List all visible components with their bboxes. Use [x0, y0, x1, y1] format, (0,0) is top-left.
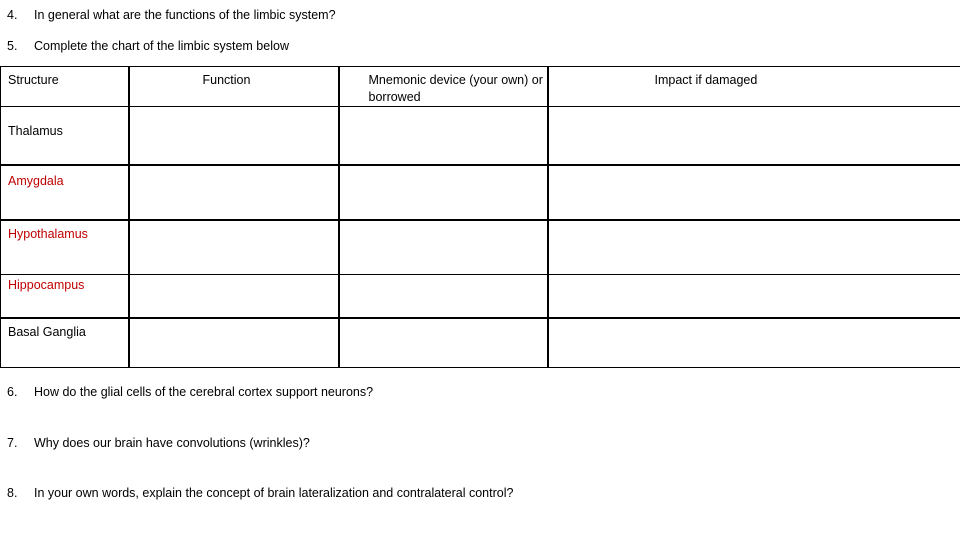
header-label: Mnemonic device (your own) or borrowed [368, 73, 543, 104]
structure-label: Basal Ganglia [8, 325, 86, 339]
table-row [1, 107, 960, 166]
header-label: Structure [8, 73, 59, 87]
function-answer-cell[interactable] [129, 318, 339, 368]
question-number: 5. [7, 39, 18, 53]
function-answer-cell[interactable] [129, 107, 339, 166]
header-cell-function [129, 67, 339, 107]
question-number: 7. [7, 436, 18, 450]
impact-answer-cell[interactable] [548, 220, 960, 275]
function-answer-cell[interactable] [129, 165, 339, 220]
impact-answer-cell[interactable] [548, 275, 960, 319]
function-answer-cell[interactable] [129, 220, 339, 275]
impact-answer-cell[interactable] [548, 165, 960, 220]
header-cell-mnemonic [339, 67, 548, 107]
function-answer-cell[interactable] [129, 275, 339, 319]
impact-answer-cell[interactable] [548, 318, 960, 368]
header-label: Function [202, 73, 251, 87]
question-text: Why does our brain have convolutions (wrinkles)? [34, 436, 310, 450]
table-row [1, 165, 960, 220]
structure-label: Hippocampus [8, 278, 85, 292]
header-cell-impact [548, 67, 960, 107]
table-row [1, 275, 960, 319]
structure-cell [1, 165, 129, 220]
limbic-system-chart [0, 66, 960, 368]
structure-label: Hypothalamus [8, 227, 88, 241]
mnemonic-answer-cell[interactable] [339, 275, 548, 319]
header-label: Impact if damaged [654, 73, 758, 87]
question-text: Complete the chart of the limbic system below [34, 39, 289, 53]
structure-label: Thalamus [8, 124, 63, 138]
table-row [1, 318, 960, 368]
structure-cell [1, 275, 129, 319]
question-text: How do the glial cells of the cerebral cortex support neurons? [34, 385, 374, 399]
structure-cell [1, 318, 129, 368]
table-row [1, 220, 960, 275]
question-text: In your own words, explain the concept of brain lateralization and contralateral control? [34, 486, 514, 500]
mnemonic-answer-cell[interactable] [339, 107, 548, 166]
question-text: In general what are the functions of the limbic system? [34, 8, 336, 22]
mnemonic-answer-cell[interactable] [339, 318, 548, 368]
mnemonic-answer-cell[interactable] [339, 165, 548, 220]
question-number: 6. [7, 385, 18, 399]
impact-answer-cell[interactable] [548, 107, 960, 166]
structure-cell [1, 107, 129, 166]
mnemonic-answer-cell[interactable] [339, 220, 548, 275]
structure-label: Amygdala [8, 174, 64, 188]
question-number: 8. [7, 486, 18, 500]
question-number: 4. [7, 8, 18, 22]
structure-cell [1, 220, 129, 275]
header-cell-structure [1, 67, 129, 107]
table-header-row [1, 67, 960, 107]
